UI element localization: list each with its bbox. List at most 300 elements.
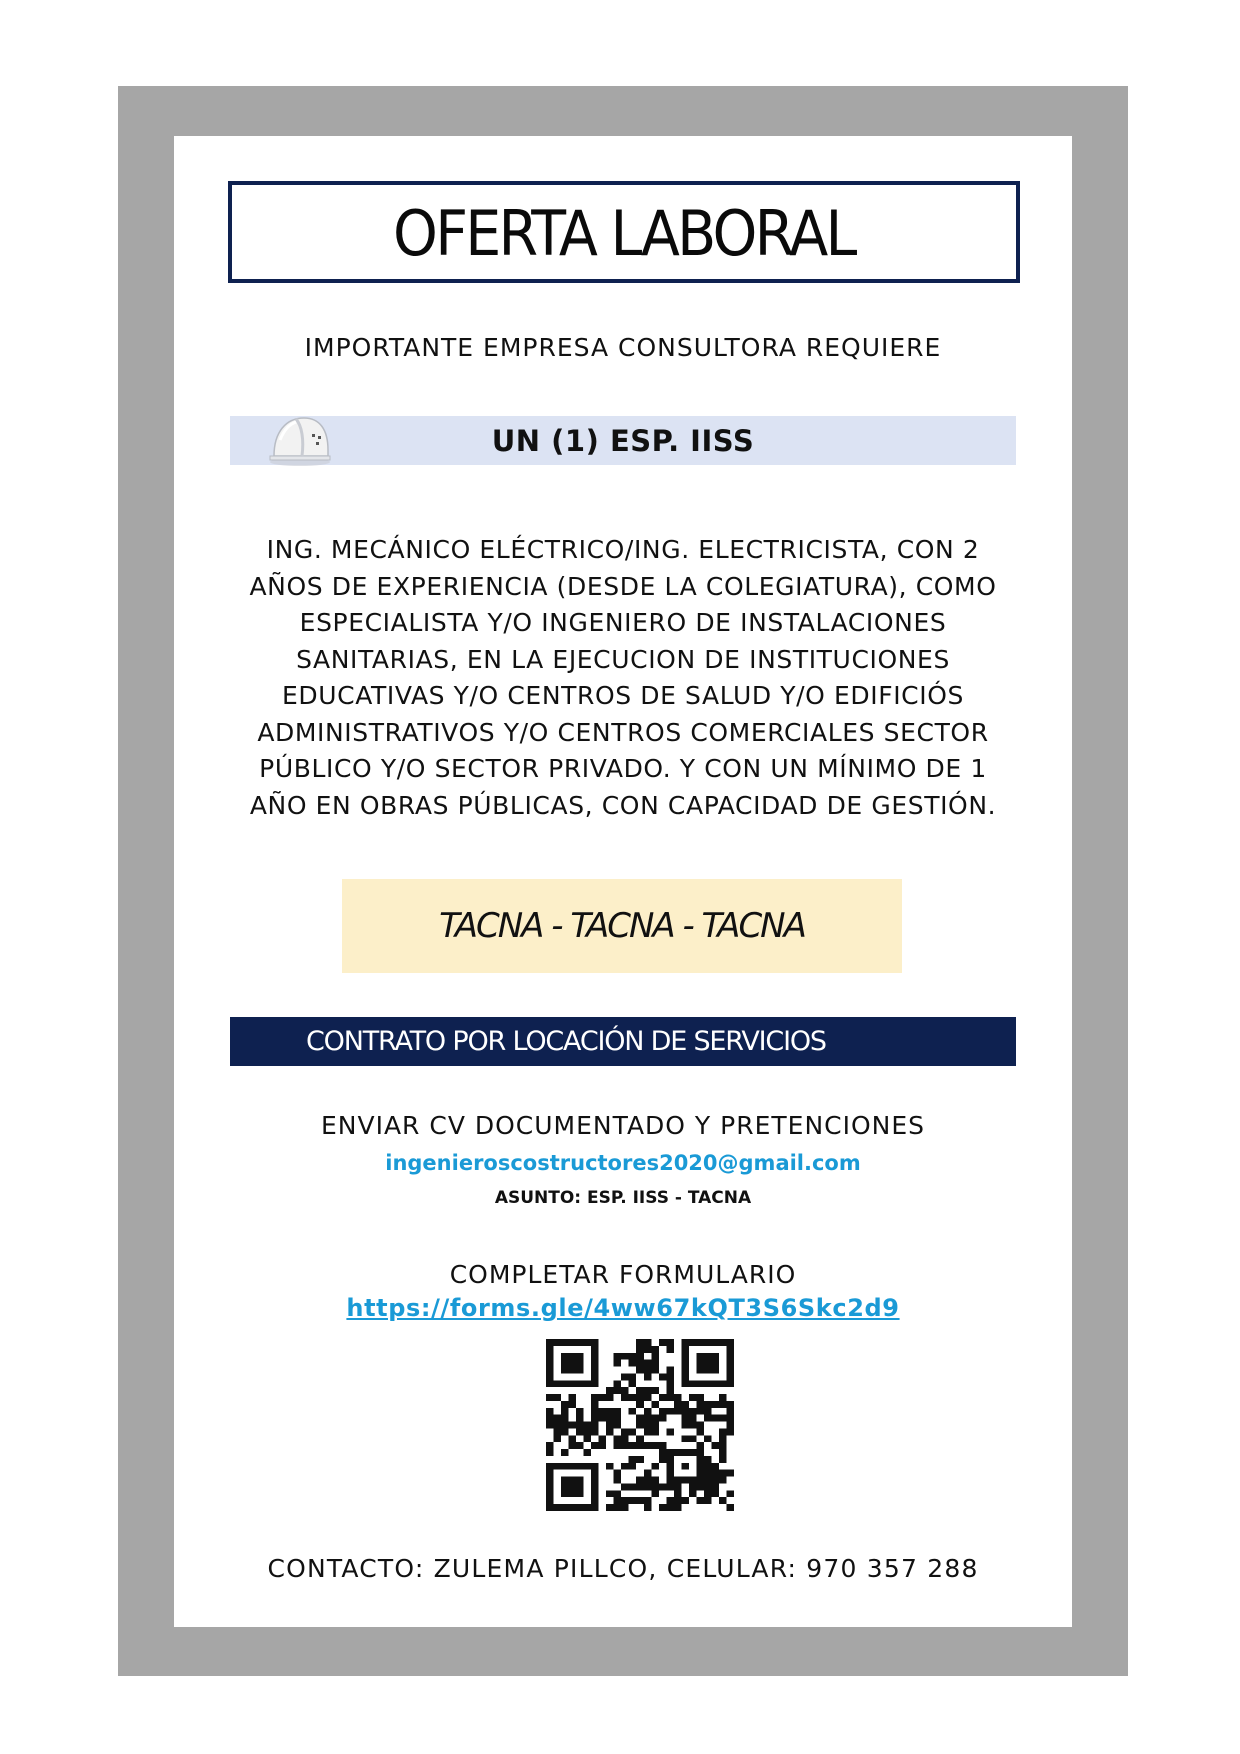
- qr-module: [659, 1339, 667, 1346]
- qr-module: [704, 1463, 712, 1470]
- email-subject: ASUNTO: ESP. IISS - TACNA: [494, 1188, 752, 1208]
- qr-module: [659, 1442, 667, 1449]
- qr-module: [546, 1367, 554, 1374]
- qr-module: [546, 1442, 554, 1449]
- qr-module: [681, 1339, 689, 1346]
- qr-module: [576, 1408, 584, 1415]
- qr-module: [644, 1339, 652, 1346]
- qr-module: [704, 1456, 712, 1463]
- qr-module: [711, 1470, 719, 1477]
- qr-module: [711, 1442, 719, 1449]
- qr-module: [636, 1442, 644, 1449]
- qr-module: [636, 1401, 644, 1408]
- qr-module: [621, 1353, 629, 1360]
- qr-module: [591, 1408, 599, 1415]
- qr-module: [584, 1435, 592, 1442]
- qr-module: [606, 1463, 614, 1470]
- qr-module: [704, 1401, 712, 1408]
- qr-module: [674, 1401, 682, 1408]
- qr-module: [599, 1408, 607, 1415]
- qr-module: [696, 1394, 704, 1401]
- qr-module: [546, 1353, 554, 1360]
- qr-module: [644, 1367, 652, 1374]
- qr-module: [696, 1339, 704, 1346]
- qr-module: [681, 1497, 689, 1504]
- qr-module: [726, 1346, 734, 1353]
- qr-module: [719, 1497, 727, 1504]
- qr-module: [651, 1346, 659, 1353]
- requirements-text: ING. MECÁNICO ELÉCTRICO/ING. ELECTRICISTA, CON 2 AÑOS DE EXPERIENCIA (DESDE LA COLEGIATURA), COMO ESPECIALISTA Y/O INGENIERO DE INSTALACIONES SANITARIAS, EN LA EJECUCION DE INSTITUCIONES EDUCATIVAS Y/O CENTROS DE SALUD Y/O EDIFICIÓS ADMINISTRATIVOS Y/O CENTROS COMERCIALES SECTOR PÚBLICO Y/O SECTOR PRIVADO. Y CON UN MÍNIMO DE 1 AÑO EN OBRAS PÚBLICAS, CON CAPACIDAD DE GESTIÓN.: [249, 535, 997, 820]
- qr-code[interactable]: [546, 1339, 734, 1511]
- qr-module: [621, 1435, 629, 1442]
- qr-module: [561, 1504, 569, 1511]
- qr-module: [719, 1380, 727, 1387]
- qr-module: [569, 1367, 577, 1374]
- qr-module: [591, 1490, 599, 1497]
- qr-module: [696, 1442, 704, 1449]
- qr-module: [636, 1353, 644, 1360]
- qr-module: [599, 1394, 607, 1401]
- qr-module: [576, 1428, 584, 1435]
- qr-module: [704, 1353, 712, 1360]
- qr-module: [546, 1346, 554, 1353]
- qr-module: [606, 1394, 614, 1401]
- qr-module: [621, 1497, 629, 1504]
- qr-module: [546, 1497, 554, 1504]
- qr-module: [621, 1442, 629, 1449]
- qr-module: [569, 1435, 577, 1442]
- qr-module: [561, 1367, 569, 1374]
- qr-module: [711, 1367, 719, 1374]
- qr-module: [576, 1360, 584, 1367]
- qr-module: [651, 1387, 659, 1394]
- qr-module: [711, 1477, 719, 1484]
- qr-module: [644, 1470, 652, 1477]
- qr-module: [561, 1339, 569, 1346]
- qr-module: [711, 1380, 719, 1387]
- qr-module: [681, 1422, 689, 1429]
- qr-module: [689, 1339, 697, 1346]
- qr-module: [726, 1339, 734, 1346]
- qr-module: [629, 1360, 637, 1367]
- qr-module: [644, 1387, 652, 1394]
- qr-module: [659, 1483, 667, 1490]
- qr-module: [651, 1367, 659, 1374]
- qr-module: [711, 1483, 719, 1490]
- qr-module: [689, 1422, 697, 1429]
- qr-module: [614, 1408, 622, 1415]
- qr-module: [651, 1477, 659, 1484]
- qr-module: [546, 1449, 554, 1456]
- qr-module: [546, 1408, 554, 1415]
- qr-module: [696, 1463, 704, 1470]
- qr-module: [666, 1449, 674, 1456]
- qr-module: [576, 1490, 584, 1497]
- qr-module: [689, 1408, 697, 1415]
- qr-module: [726, 1353, 734, 1360]
- qr-module: [561, 1477, 569, 1484]
- qr-module: [576, 1415, 584, 1422]
- qr-module: [644, 1428, 652, 1435]
- qr-module: [606, 1422, 614, 1429]
- qr-module: [704, 1408, 712, 1415]
- qr-module: [636, 1394, 644, 1401]
- qr-module: [666, 1504, 674, 1511]
- qr-module: [719, 1470, 727, 1477]
- qr-module: [644, 1497, 652, 1504]
- qr-module: [659, 1408, 667, 1415]
- qr-module: [719, 1428, 727, 1435]
- qr-module: [659, 1504, 667, 1511]
- qr-module: [554, 1380, 562, 1387]
- qr-module: [666, 1394, 674, 1401]
- qr-module: [591, 1442, 599, 1449]
- qr-module: [576, 1353, 584, 1360]
- qr-module: [704, 1339, 712, 1346]
- qr-module: [681, 1360, 689, 1367]
- qr-module: [696, 1497, 704, 1504]
- qr-module: [666, 1470, 674, 1477]
- qr-module: [576, 1339, 584, 1346]
- qr-module: [554, 1435, 562, 1442]
- qr-module: [554, 1463, 562, 1470]
- qr-module: [614, 1442, 622, 1449]
- qr-module: [704, 1435, 712, 1442]
- qr-module: [681, 1477, 689, 1484]
- qr-module: [666, 1477, 674, 1484]
- qr-module: [614, 1490, 622, 1497]
- qr-module: [561, 1422, 569, 1429]
- qr-module: [719, 1456, 727, 1463]
- qr-module: [584, 1339, 592, 1346]
- qr-module: [561, 1360, 569, 1367]
- qr-module: [666, 1456, 674, 1463]
- qr-module: [726, 1422, 734, 1429]
- qr-module: [711, 1490, 719, 1497]
- send-cv-instruction: ENVIAR CV DOCUMENTADO Y PRETENCIONES: [320, 1111, 926, 1140]
- qr-module: [621, 1483, 629, 1490]
- qr-module: [696, 1483, 704, 1490]
- qr-module: [659, 1394, 667, 1401]
- qr-module: [651, 1401, 659, 1408]
- qr-module: [696, 1477, 704, 1484]
- form-label: COMPLETAR FORMULARIO: [449, 1260, 797, 1289]
- qr-module: [696, 1456, 704, 1463]
- qr-module: [644, 1477, 652, 1484]
- qr-module: [651, 1360, 659, 1367]
- qr-module: [591, 1415, 599, 1422]
- qr-module: [726, 1367, 734, 1374]
- qr-module: [711, 1339, 719, 1346]
- qr-module: [674, 1394, 682, 1401]
- qr-module: [636, 1360, 644, 1367]
- qr-module: [561, 1463, 569, 1470]
- qr-module: [606, 1387, 614, 1394]
- form-link[interactable]: https://forms.gle/4ww67kQT3S6Skc2d9: [346, 1294, 900, 1322]
- qr-module: [651, 1442, 659, 1449]
- qr-module: [704, 1360, 712, 1367]
- qr-module: [666, 1497, 674, 1504]
- qr-module: [546, 1415, 554, 1422]
- qr-module: [584, 1449, 592, 1456]
- qr-module: [546, 1422, 554, 1429]
- qr-module: [621, 1463, 629, 1470]
- qr-module: [576, 1477, 584, 1484]
- qr-module: [666, 1387, 674, 1394]
- qr-module: [719, 1339, 727, 1346]
- qr-module: [591, 1367, 599, 1374]
- location-box: [342, 879, 902, 973]
- qr-module: [576, 1422, 584, 1429]
- qr-module: [576, 1367, 584, 1374]
- qr-module: [546, 1504, 554, 1511]
- qr-module: [651, 1422, 659, 1429]
- subtitle: IMPORTANTE EMPRESA CONSULTORA REQUIERE: [304, 333, 942, 362]
- qr-module: [546, 1380, 554, 1387]
- qr-module: [696, 1380, 704, 1387]
- qr-module: [636, 1422, 644, 1429]
- qr-module: [674, 1408, 682, 1415]
- qr-module: [591, 1360, 599, 1367]
- qr-module: [561, 1408, 569, 1415]
- qr-module: [704, 1483, 712, 1490]
- qr-module: [636, 1456, 644, 1463]
- qr-module: [591, 1380, 599, 1387]
- qr-module: [576, 1504, 584, 1511]
- qr-module: [546, 1477, 554, 1484]
- qr-module: [651, 1428, 659, 1435]
- qr-module: [554, 1394, 562, 1401]
- qr-module: [546, 1360, 554, 1367]
- qr-module: [561, 1353, 569, 1360]
- qr-module: [629, 1456, 637, 1463]
- flyer-card: [174, 136, 1072, 1627]
- qr-module: [636, 1477, 644, 1484]
- qr-module: [644, 1394, 652, 1401]
- qr-module: [569, 1394, 577, 1401]
- qr-module: [659, 1415, 667, 1422]
- qr-module: [666, 1483, 674, 1490]
- qr-module: [591, 1463, 599, 1470]
- qr-module: [576, 1442, 584, 1449]
- qr-module: [666, 1408, 674, 1415]
- qr-module: [614, 1477, 622, 1484]
- qr-module: [666, 1367, 674, 1374]
- qr-module: [569, 1380, 577, 1387]
- qr-module: [696, 1428, 704, 1435]
- qr-module: [606, 1504, 614, 1511]
- qr-module: [629, 1373, 637, 1380]
- qr-module: [726, 1373, 734, 1380]
- qr-module: [711, 1360, 719, 1367]
- qr-module: [569, 1504, 577, 1511]
- qr-module: [591, 1339, 599, 1346]
- qr-module: [621, 1394, 629, 1401]
- qr-module: [546, 1463, 554, 1470]
- qr-module: [666, 1463, 674, 1470]
- qr-module: [726, 1470, 734, 1477]
- contact-info: CONTACTO: ZULEMA PILLCO, CELULAR: 970 357 288: [267, 1554, 979, 1583]
- qr-module: [704, 1477, 712, 1484]
- qr-module: [614, 1497, 622, 1504]
- qr-module: [644, 1415, 652, 1422]
- qr-module: [711, 1353, 719, 1360]
- location-text: TACNA - TACNA - TACNA: [439, 906, 805, 946]
- qr-module: [599, 1415, 607, 1422]
- qr-module: [569, 1477, 577, 1484]
- qr-module: [696, 1470, 704, 1477]
- email-link[interactable]: ingenieroscostructores2020@gmail.com: [385, 1151, 861, 1175]
- qr-module: [644, 1442, 652, 1449]
- qr-module: [696, 1353, 704, 1360]
- qr-module: [711, 1401, 719, 1408]
- page-title: OFERTA LABORAL: [393, 197, 855, 270]
- qr-module: [689, 1435, 697, 1442]
- qr-module: [726, 1490, 734, 1497]
- contract-type: CONTRATO POR LOCACIÓN DE SERVICIOS: [306, 1026, 826, 1057]
- qr-module: [666, 1339, 674, 1346]
- qr-module: [614, 1504, 622, 1511]
- qr-module: [674, 1477, 682, 1484]
- qr-module: [681, 1449, 689, 1456]
- qr-module: [614, 1470, 622, 1477]
- qr-module: [554, 1415, 562, 1422]
- qr-module: [644, 1422, 652, 1429]
- qr-module: [726, 1401, 734, 1408]
- qr-module: [636, 1339, 644, 1346]
- qr-module: [614, 1387, 622, 1394]
- qr-module: [719, 1435, 727, 1442]
- qr-module: [711, 1463, 719, 1470]
- qr-module: [719, 1449, 727, 1456]
- qr-module: [681, 1401, 689, 1408]
- qr-module: [614, 1360, 622, 1367]
- qr-module: [621, 1504, 629, 1511]
- qr-module: [681, 1408, 689, 1415]
- qr-module: [681, 1367, 689, 1374]
- qr-module: [681, 1373, 689, 1380]
- qr-module: [546, 1394, 554, 1401]
- qr-module: [659, 1373, 667, 1380]
- qr-module: [674, 1483, 682, 1490]
- qr-module: [696, 1408, 704, 1415]
- qr-module: [696, 1360, 704, 1367]
- qr-module: [704, 1490, 712, 1497]
- qr-module: [689, 1490, 697, 1497]
- qr-module: [591, 1497, 599, 1504]
- qr-module: [606, 1408, 614, 1415]
- qr-module: [591, 1483, 599, 1490]
- qr-module: [614, 1422, 622, 1429]
- qr-module: [591, 1401, 599, 1408]
- qr-module: [644, 1360, 652, 1367]
- qr-module: [614, 1353, 622, 1360]
- qr-module: [554, 1422, 562, 1429]
- qr-module: [576, 1483, 584, 1490]
- title-box: [228, 181, 1020, 283]
- qr-module: [561, 1490, 569, 1497]
- qr-module: [636, 1497, 644, 1504]
- qr-module: [651, 1483, 659, 1490]
- qr-module: [651, 1415, 659, 1422]
- qr-module: [644, 1483, 652, 1490]
- qr-module: [614, 1415, 622, 1422]
- qr-module: [674, 1504, 682, 1511]
- qr-module: [636, 1483, 644, 1490]
- qr-module: [569, 1463, 577, 1470]
- qr-module: [681, 1415, 689, 1422]
- qr-module: [614, 1380, 622, 1387]
- qr-module: [689, 1483, 697, 1490]
- qr-module: [651, 1463, 659, 1470]
- qr-module: [696, 1367, 704, 1374]
- qr-module: [689, 1415, 697, 1422]
- qr-module: [666, 1428, 674, 1435]
- qr-module: [651, 1490, 659, 1497]
- qr-module: [629, 1442, 637, 1449]
- qr-module: [591, 1504, 599, 1511]
- qr-module: [546, 1373, 554, 1380]
- qr-module: [689, 1380, 697, 1387]
- qr-module: [719, 1401, 727, 1408]
- qr-module: [591, 1470, 599, 1477]
- qr-module: [561, 1483, 569, 1490]
- qr-module: [681, 1353, 689, 1360]
- qr-module: [704, 1367, 712, 1374]
- qr-module: [659, 1456, 667, 1463]
- qr-module: [719, 1394, 727, 1401]
- qr-module: [629, 1483, 637, 1490]
- position-bar: [230, 416, 1016, 465]
- qr-module: [561, 1428, 569, 1435]
- qr-module: [636, 1346, 644, 1353]
- qr-module: [644, 1346, 652, 1353]
- qr-module: [681, 1380, 689, 1387]
- qr-module: [726, 1360, 734, 1367]
- qr-module: [666, 1373, 674, 1380]
- qr-module: [726, 1408, 734, 1415]
- qr-module: [599, 1435, 607, 1442]
- qr-module: [689, 1449, 697, 1456]
- qr-module: [569, 1422, 577, 1429]
- qr-module: [629, 1394, 637, 1401]
- qr-module: [614, 1435, 622, 1442]
- qr-module: [719, 1477, 727, 1484]
- qr-module: [554, 1339, 562, 1346]
- qr-module: [591, 1353, 599, 1360]
- qr-module: [621, 1373, 629, 1380]
- qr-module: [636, 1367, 644, 1374]
- qr-module: [704, 1497, 712, 1504]
- qr-module: [636, 1387, 644, 1394]
- qr-module: [569, 1353, 577, 1360]
- qr-module: [726, 1415, 734, 1422]
- qr-module: [629, 1463, 637, 1470]
- qr-module: [569, 1339, 577, 1346]
- qr-module: [704, 1470, 712, 1477]
- qr-module: [576, 1380, 584, 1387]
- qr-module: [704, 1380, 712, 1387]
- qr-module: [584, 1422, 592, 1429]
- qr-module: [606, 1490, 614, 1497]
- qr-module: [681, 1463, 689, 1470]
- qr-module: [711, 1415, 719, 1422]
- qr-module: [561, 1415, 569, 1422]
- qr-module: [644, 1408, 652, 1415]
- qr-module: [696, 1449, 704, 1456]
- qr-module: [696, 1422, 704, 1429]
- qr-module: [681, 1435, 689, 1442]
